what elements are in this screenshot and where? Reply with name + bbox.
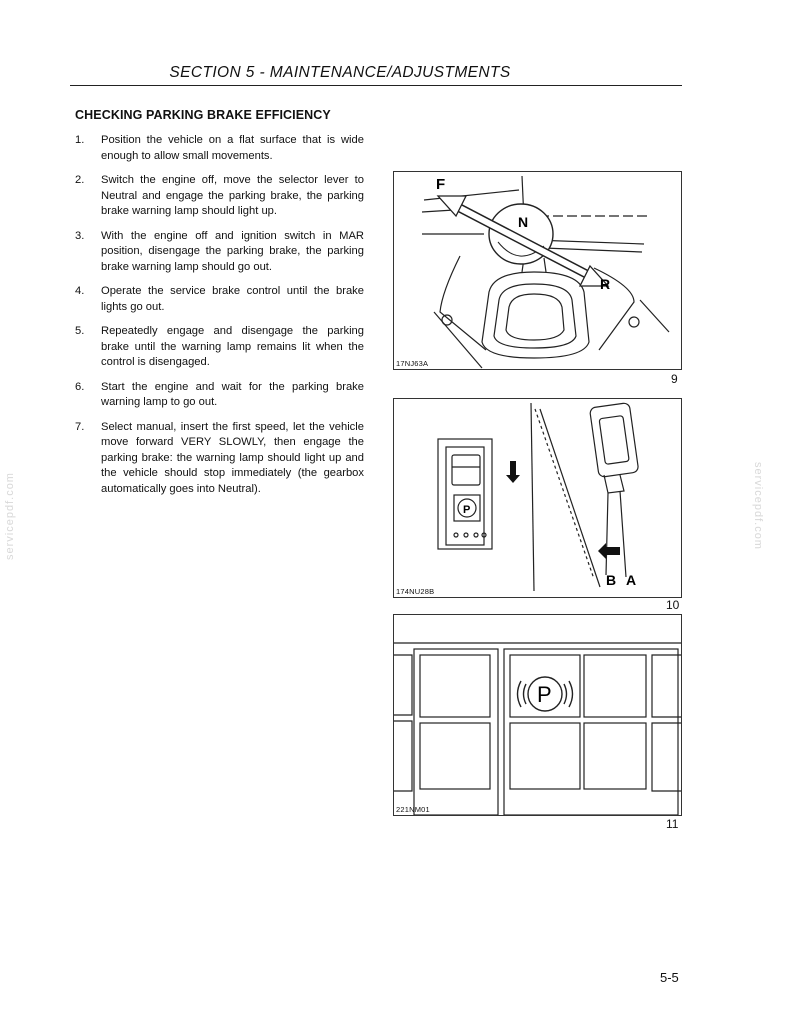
figure-warning-panel	[393, 398, 682, 598]
step-item	[75, 380, 364, 411]
figure-gear-selector	[393, 171, 682, 370]
step-item	[75, 229, 364, 276]
label-b: B	[606, 572, 617, 588]
figure-number: 10	[666, 598, 680, 612]
parking-lamp-symbol: P	[463, 504, 471, 516]
figure-code: 174NU28B	[396, 587, 435, 596]
step-item	[75, 133, 364, 164]
step-text: With the engine off and ignition switch in MAR position, disengage the parking brake, the parking brake warning lamp should go out.	[101, 229, 364, 273]
step-text: Operate the service brake control until the brake lights go out.	[101, 285, 364, 313]
parking-lamp-symbol: P	[537, 682, 552, 707]
step-number: 3.	[75, 229, 85, 242]
figure-code: 221NM01	[396, 805, 430, 814]
watermark-left: servicepdf.com	[4, 472, 16, 560]
step-item	[75, 173, 364, 220]
figure-code: 17NJ63A	[396, 359, 429, 368]
step-item	[75, 420, 364, 498]
step-text: Select manual, insert the first speed, let the vehicle move forward VERY SLOWLY, then engage the parking brake: the warning lamp should light up and the vehicle should stop immediately (the gearbox automatically goes into Neutral).	[101, 420, 364, 495]
step-text: Switch the engine off, move the selector lever to Neutral and engage the parking brake, the parking brake warning lamp should light up.	[101, 174, 364, 217]
warning-panel-illustration	[394, 399, 681, 597]
step-number: 5.	[75, 325, 85, 337]
label-a: A	[626, 572, 637, 588]
step-number: 2.	[75, 174, 85, 186]
step-item	[75, 324, 364, 371]
section-title: SECTION 5 - MAINTENANCE/ADJUSTMENTS	[169, 64, 511, 81]
arrow-left-icon	[598, 543, 620, 559]
step-number: 7.	[75, 420, 85, 433]
header-rule	[70, 85, 682, 86]
figure-lamp-grid	[393, 614, 682, 816]
watermark-right: servicepdf.com	[752, 462, 764, 550]
lamp-grid-illustration	[394, 615, 681, 815]
label-r: R	[600, 276, 611, 292]
step-text: Repeatedly engage and disengage the parking brake until the warning lamp remains lit when the control is disengaged.	[101, 325, 364, 368]
figure-number: 11	[666, 817, 679, 831]
step-item	[75, 284, 364, 315]
label-f: F	[436, 176, 446, 193]
procedure-heading: CHECKING PARKING BRAKE EFFICIENCY	[75, 108, 331, 122]
step-number: 6.	[75, 380, 85, 393]
step-number: 4.	[75, 285, 85, 297]
procedure-steps	[75, 133, 364, 506]
figure-number: 9	[671, 372, 678, 386]
page-header	[70, 62, 682, 86]
step-text: Start the engine and wait for the parking brake warning lamp to go out.	[101, 380, 364, 408]
step-text: Position the vehicle on a flat surface that is wide enough to allow small movements.	[101, 134, 364, 162]
arrow-down-icon	[506, 461, 520, 483]
step-number: 1.	[75, 134, 85, 146]
page-number: 5-5	[660, 970, 679, 985]
gear-selector-illustration	[394, 172, 681, 369]
label-n: N	[518, 214, 529, 230]
